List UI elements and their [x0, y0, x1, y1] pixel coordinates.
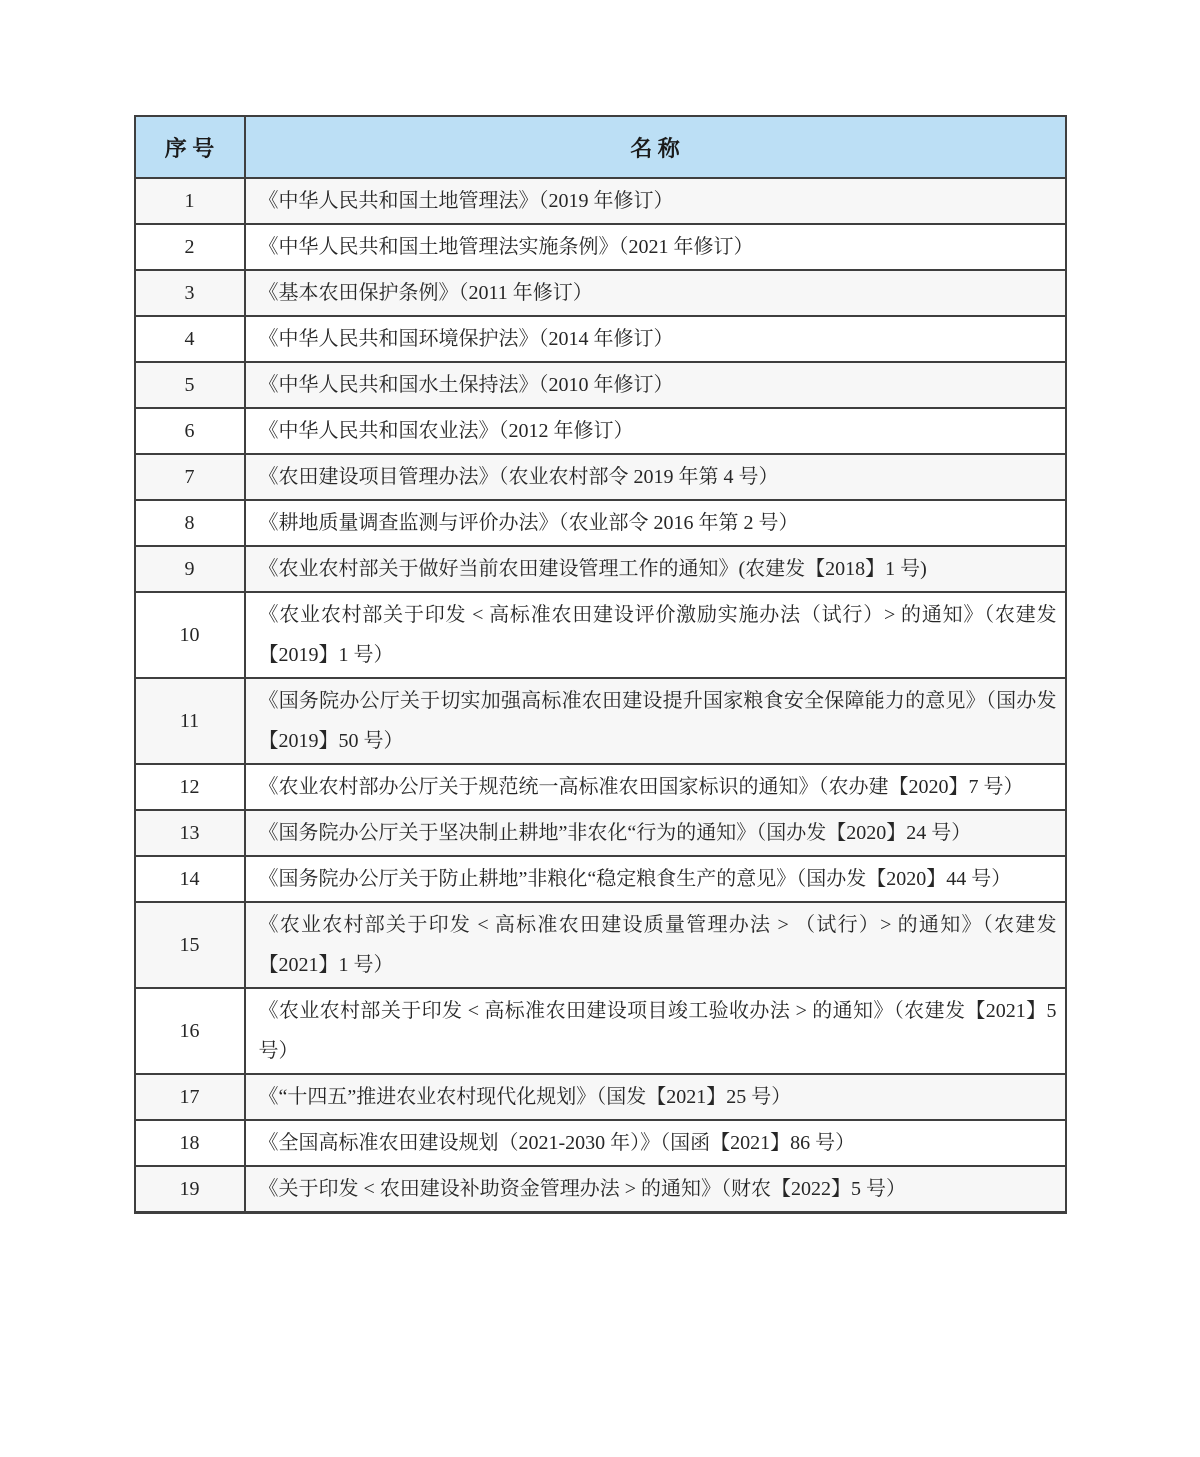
- row-name-cell: 《耕地质量调查监测与评价办法》（农业部令 2016 年第 2 号）: [245, 500, 1066, 546]
- row-name-cell: 《关于印发 < 农田建设补助资金管理办法 > 的通知》（财农【2022】5 号）: [245, 1166, 1066, 1213]
- row-name-cell: 《中华人民共和国水土保持法》（2010 年修订）: [245, 362, 1066, 408]
- row-index-cell: 16: [135, 988, 245, 1074]
- row-index-cell: 8: [135, 500, 245, 546]
- regulations-table: [134, 115, 1067, 1214]
- row-name-cell: 《农田建设项目管理办法》（农业农村部令 2019 年第 4 号）: [245, 454, 1066, 500]
- row-name-cell: 《“十四五”推进农业农村现代化规划》（国发【2021】25 号）: [245, 1074, 1066, 1120]
- row-index-cell: 5: [135, 362, 245, 408]
- row-name-cell: 《农业农村部关于印发 < 高标准农田建设质量管理办法 > （试行）> 的通知》（农建发【2021】1 号）: [245, 902, 1066, 988]
- table-row: [135, 408, 1066, 454]
- table-row: [135, 592, 1066, 678]
- table-row: [135, 270, 1066, 316]
- header-row: [135, 116, 1066, 178]
- table-row: [135, 856, 1066, 902]
- table-row: [135, 178, 1066, 224]
- table-row: [135, 1120, 1066, 1166]
- row-name-cell: 《农业农村部关于做好当前农田建设管理工作的通知》(农建发【2018】1 号): [245, 546, 1066, 592]
- row-index-cell: 15: [135, 902, 245, 988]
- table-row: [135, 546, 1066, 592]
- row-index-cell: 4: [135, 316, 245, 362]
- row-name-cell: 《国务院办公厅关于防止耕地”非粮化“稳定粮食生产的意见》（国办发【2020】44 号）: [245, 856, 1066, 902]
- table-row: [135, 764, 1066, 810]
- table-row: [135, 1166, 1066, 1213]
- table-row: [135, 988, 1066, 1074]
- row-name-cell: 《中华人民共和国土地管理法》（2019 年修订）: [245, 178, 1066, 224]
- header-cell-name: 名 称: [245, 116, 1066, 178]
- row-index-cell: 18: [135, 1120, 245, 1166]
- row-name-cell: 《基本农田保护条例》（2011 年修订）: [245, 270, 1066, 316]
- table-row: [135, 500, 1066, 546]
- row-name-cell: 《农业农村部关于印发 < 高标准农田建设项目竣工验收办法 > 的通知》（农建发【2021】5 号）: [245, 988, 1066, 1074]
- table-row: [135, 1074, 1066, 1120]
- row-index-cell: 11: [135, 678, 245, 764]
- row-index-cell: 19: [135, 1166, 245, 1213]
- row-index-cell: 12: [135, 764, 245, 810]
- table-row: [135, 454, 1066, 500]
- row-index-cell: 14: [135, 856, 245, 902]
- row-name-cell: 《农业农村部关于印发 < 高标准农田建设评价激励实施办法（试行）> 的通知》（农建发【2019】1 号）: [245, 592, 1066, 678]
- row-index-cell: 9: [135, 546, 245, 592]
- row-index-cell: 10: [135, 592, 245, 678]
- table-row: [135, 224, 1066, 270]
- row-index-cell: 6: [135, 408, 245, 454]
- row-name-cell: 《中华人民共和国土地管理法实施条例》（2021 年修订）: [245, 224, 1066, 270]
- row-name-cell: 《全国高标准农田建设规划（2021-2030 年）》（国函【2021】86 号）: [245, 1120, 1066, 1166]
- table-row: [135, 316, 1066, 362]
- row-name-cell: 《中华人民共和国农业法》（2012 年修订）: [245, 408, 1066, 454]
- row-name-cell: 《国务院办公厅关于切实加强高标准农田建设提升国家粮食安全保障能力的意见》（国办发【2019】50 号）: [245, 678, 1066, 764]
- row-name-cell: 《中华人民共和国环境保护法》（2014 年修订）: [245, 316, 1066, 362]
- row-index-cell: 1: [135, 178, 245, 224]
- table-row: [135, 810, 1066, 856]
- table-row: [135, 902, 1066, 988]
- table-header: [135, 116, 1066, 178]
- row-index-cell: 7: [135, 454, 245, 500]
- table-body: [135, 178, 1066, 1213]
- row-index-cell: 13: [135, 810, 245, 856]
- row-name-cell: 《农业农村部办公厅关于规范统一高标准农田国家标识的通知》（农办建【2020】7 号）: [245, 764, 1066, 810]
- row-index-cell: 3: [135, 270, 245, 316]
- row-index-cell: 17: [135, 1074, 245, 1120]
- table-row: [135, 362, 1066, 408]
- row-index-cell: 2: [135, 224, 245, 270]
- table-row: [135, 678, 1066, 764]
- header-cell-index: 序 号: [135, 116, 245, 178]
- row-name-cell: 《国务院办公厅关于坚决制止耕地”非农化“行为的通知》（国办发【2020】24 号）: [245, 810, 1066, 856]
